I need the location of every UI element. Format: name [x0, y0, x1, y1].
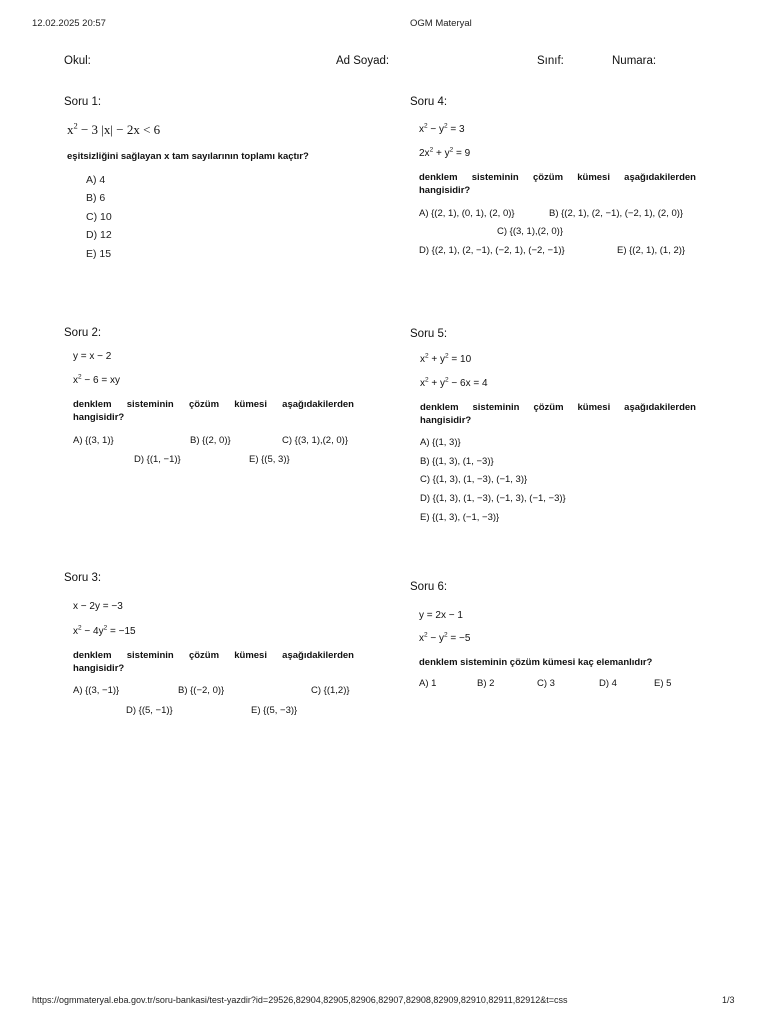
question-5-title: Soru 5: — [410, 328, 448, 340]
question-6-option-c[interactable]: C) 3 — [537, 678, 555, 689]
question-1-option-a[interactable]: A) 4 — [86, 174, 106, 186]
question-5-equation-2: $x^2 + y^2 - 6x = 4$ — [420, 376, 488, 389]
question-1-option-d[interactable]: D) 12 — [86, 229, 112, 241]
question-6-statement: denklem sisteminin çözüm kümesi kaç elemanlıdır? — [419, 657, 653, 668]
question-2-option-d[interactable]: D) {(1, −1)} — [134, 454, 181, 465]
question-2-equation-1: y = x − 2 — [73, 351, 112, 362]
question-1-title: Soru 1: — [64, 96, 102, 108]
print-datetime: 12.02.2025 20:57 — [32, 18, 106, 29]
question-2-option-a[interactable]: A) {(3, 1)} — [73, 435, 114, 446]
question-2-option-b[interactable]: B) {(2, 0)} — [190, 435, 231, 446]
question-4-option-c[interactable]: C) {(3, 1),(2, 0)} — [497, 226, 563, 237]
question-4-title: Soru 4: — [410, 96, 448, 108]
question-1-option-e[interactable]: E) 15 — [86, 248, 112, 260]
question-6-equation-2: $x^2 - y^2 = -5$ — [419, 631, 471, 644]
question-1-statement: eşitsizliğini sağlayan x tam sayılarının toplamı kaçtır? — [67, 151, 309, 162]
question-5-option-c[interactable]: C) {(1, 3), (1, −3), (−1, 3)} — [420, 474, 528, 485]
question-2-title: Soru 2: — [64, 327, 102, 339]
question-3-statement: denklem sisteminin çözüm kümesi aşağıdakilerden hangisidir? — [73, 650, 354, 674]
question-3-option-c[interactable]: C) {(1,2)} — [311, 685, 350, 696]
question-6-equation-1: y = 2x − 1 — [419, 610, 463, 621]
question-4-equation-1: $x^2 - y^2 = 3$ — [419, 122, 465, 135]
okul-label: Okul: — [64, 55, 91, 67]
question-5-option-d[interactable]: D) {(1, 3), (1, −3), (−1, 3), (−1, −3)} — [420, 493, 566, 504]
question-6-option-e[interactable]: E) 5 — [654, 678, 672, 689]
question-5-option-e[interactable]: E) {(1, 3), (−1, −3)} — [420, 512, 500, 523]
question-5-statement: denklem sisteminin çözüm kümesi aşağıdakilerden hangisidir? — [420, 402, 696, 426]
question-4-option-e[interactable]: E) {(2, 1), (1, 2)} — [617, 245, 686, 256]
sinif-label: Sınıf: — [537, 55, 564, 67]
question-4-equation-2: $2x^2 + y^2 = 9$ — [419, 146, 471, 159]
question-2-option-e[interactable]: E) {(5, 3)} — [249, 454, 290, 465]
question-2-equation-2: $x^2 - 6$ = xy — [73, 373, 120, 386]
question-6-option-a[interactable]: A) 1 — [419, 678, 437, 689]
question-4-statement: denklem sisteminin çözüm kümesi aşağıdakilerden hangisidir? — [419, 172, 696, 196]
question-3-title: Soru 3: — [64, 572, 102, 584]
question-5-equation-1: $x^2 + y^2 = 10$ — [420, 352, 472, 365]
question-1-option-b[interactable]: B) 6 — [86, 192, 106, 204]
footer-url[interactable]: https://ogmmateryal.eba.gov.tr/soru-bankasi/test-yazdir?id=29526,82904,82905,82906,82907,82908,82909,82910,82911,82912&t=css — [32, 995, 568, 1005]
question-5-option-b[interactable]: B) {(1, 3), (1, −3)} — [420, 456, 494, 467]
question-2-statement: denklem sisteminin çözüm kümesi aşağıdakilerden hangisidir? — [73, 399, 354, 423]
question-3-equation-2: $x^2 - 4y^2 = -15$ — [73, 624, 136, 637]
page-number: 1/3 — [722, 995, 735, 1005]
ad-soyad-label: Ad Soyad: — [336, 55, 390, 67]
question-3-equation-1: x − 2y = −3 — [73, 601, 123, 612]
question-1-option-c[interactable]: C) 10 — [86, 211, 112, 223]
question-6-option-b[interactable]: B) 2 — [477, 678, 495, 689]
question-3-option-d[interactable]: D) {(5, −1)} — [126, 705, 173, 716]
question-5-option-a[interactable]: A) {(1, 3)} — [420, 437, 461, 448]
question-3-option-e[interactable]: E) {(5, −3)} — [251, 705, 298, 716]
question-2-option-c[interactable]: C) {(3, 1),(2, 0)} — [282, 435, 348, 446]
question-4-option-b[interactable]: B) {(2, 1), (2, −1), (−2, 1), (2, 0)} — [549, 208, 684, 219]
question-1-formula: $x^2 - 3$ |x| − 2x < 6 — [67, 120, 161, 137]
question-3-option-b[interactable]: B) {(−2, 0)} — [178, 685, 225, 696]
numara-label: Numara: — [612, 55, 657, 67]
question-6-option-d[interactable]: D) 4 — [599, 678, 617, 689]
question-3-option-a[interactable]: A) {(3, −1)} — [73, 685, 120, 696]
question-4-option-d[interactable]: D) {(2, 1), (2, −1), (−2, 1), (−2, −1)} — [419, 245, 565, 256]
question-6-title: Soru 6: — [410, 581, 448, 593]
question-4-option-a[interactable]: A) {(2, 1), (0, 1), (2, 0)} — [419, 208, 515, 219]
page-title: OGM Materyal — [410, 18, 472, 29]
